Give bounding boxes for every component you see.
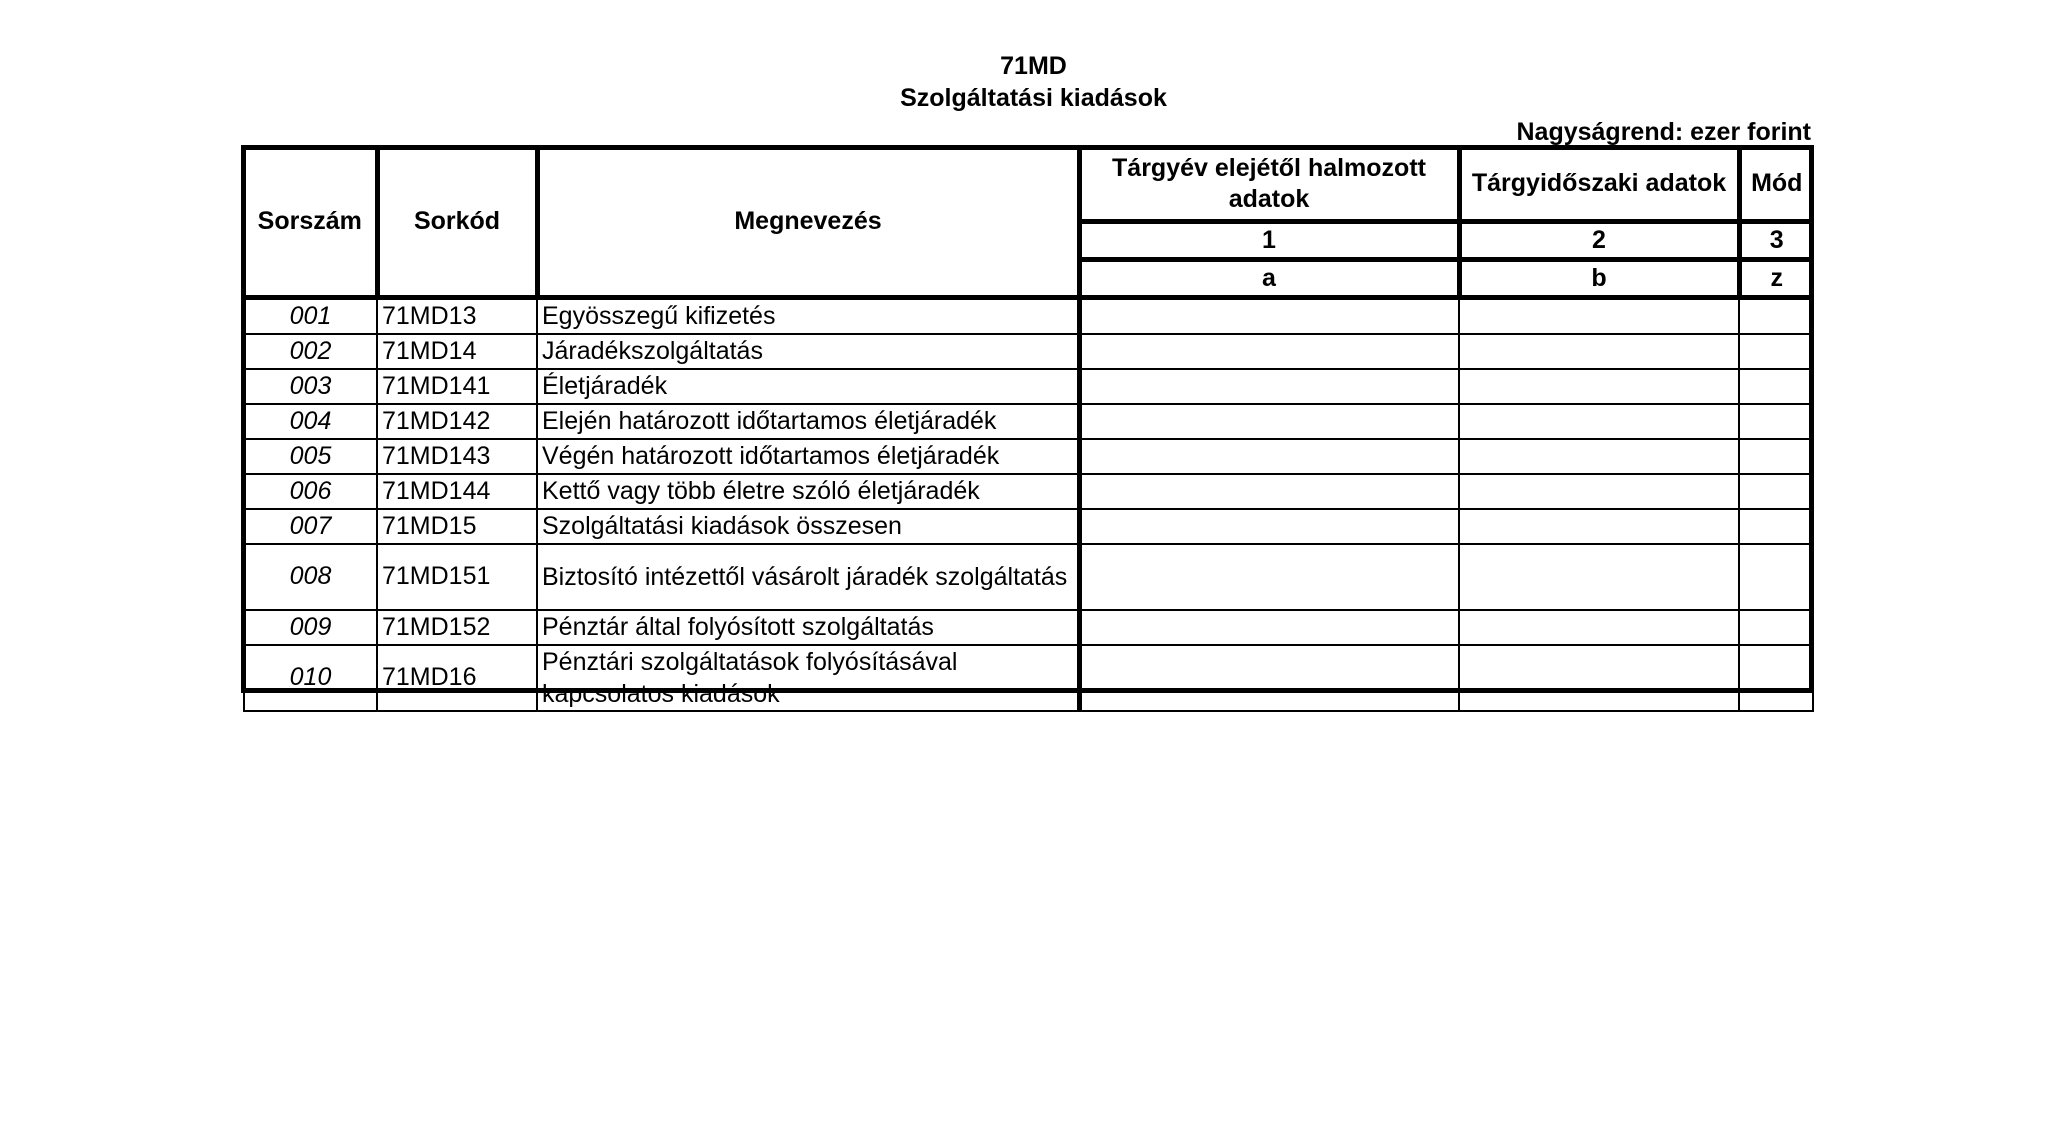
row-sorszam: 005 [244,439,377,474]
col-number-1: 1 [1079,221,1459,259]
row-sorkod: 71MD151 [377,544,537,610]
col-header-megnevezes: Megnevezés [537,148,1079,297]
col-header-sorszam: Sorszám [244,148,377,297]
row-sorkod: 71MD143 [377,439,537,474]
row-megnevezes: Egyösszegű kifizetés [537,297,1079,334]
row-sorkod: 71MD142 [377,404,537,439]
row-sorszam: 001 [244,297,377,334]
row-sorszam: 003 [244,369,377,404]
row-megnevezes: Pénztár által folyósított szolgáltatás [537,610,1079,645]
col-header-sorkod: Sorkód [377,148,537,297]
col-letter-a: a [1079,259,1459,297]
col-header-period: Tárgyidőszaki adatok [1459,148,1739,221]
row-sorkod: 71MD16 [377,645,537,711]
row-sorszam: 002 [244,334,377,369]
row-megnevezes: Kettő vagy több életre szóló életjáradék [537,474,1079,509]
row-sorkod: 71MD141 [377,369,537,404]
row-sorszam: 010 [244,645,377,711]
row-sorkod: 71MD144 [377,474,537,509]
row-sorkod: 71MD15 [377,509,537,544]
table-outer-border [241,145,1814,693]
row-sorszam: 004 [244,404,377,439]
col-number-3: 3 [1739,221,1813,259]
unit-note: Nagyságrend: ezer forint [1516,118,1811,146]
row-sorszam: 006 [244,474,377,509]
row-megnevezes: Végén határozott időtartamos életjáradék [537,439,1079,474]
row-megnevezes: Pénztári szolgáltatások folyósításával kapcsolatos kiadások [537,645,1079,711]
table-title: Szolgáltatási kiadások [900,84,1167,112]
row-sorkod: 71MD152 [377,610,537,645]
table-code: 71MD [1000,52,1067,80]
row-sorkod: 71MD13 [377,297,537,334]
col-number-2: 2 [1459,221,1739,259]
row-megnevezes: Elején határozott időtartamos életjáradék [537,404,1079,439]
row-sorszam: 007 [244,509,377,544]
row-megnevezes: Biztosító intézettől vásárolt járadék szolgáltatás [537,544,1079,610]
col-letter-z: z [1739,259,1813,297]
row-sorszam: 008 [244,544,377,610]
row-megnevezes: Életjáradék [537,369,1079,404]
row-sorkod: 71MD14 [377,334,537,369]
row-megnevezes: Járadékszolgáltatás [537,334,1079,369]
col-letter-b: b [1459,259,1739,297]
row-megnevezes: Szolgáltatási kiadások összesen [537,509,1079,544]
col-header-mod: Mód [1739,148,1813,221]
row-sorszam: 009 [244,610,377,645]
col-header-cumulative: Tárgyév elejétől halmozott adatok [1079,148,1459,221]
